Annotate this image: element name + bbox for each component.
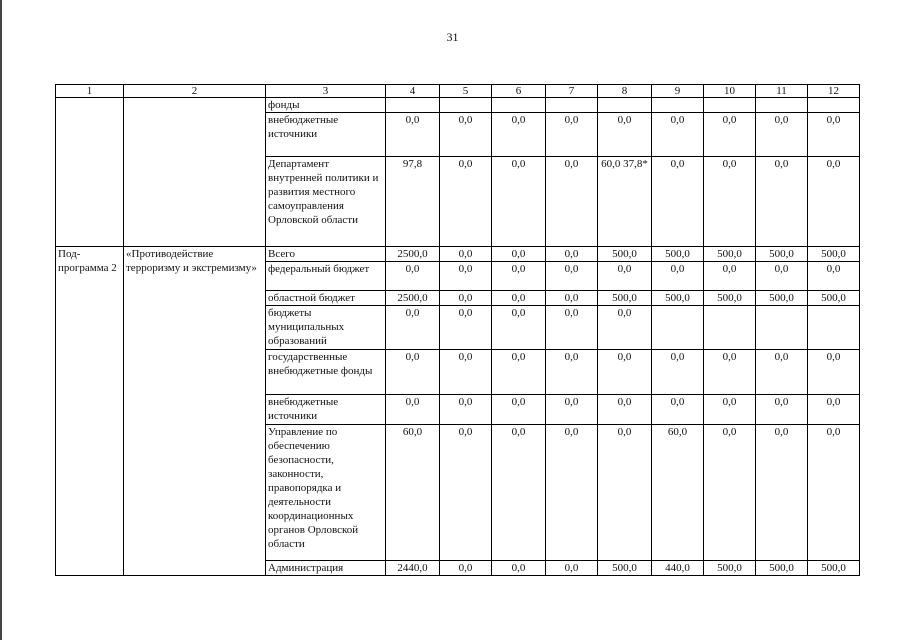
empty-cell [56, 98, 124, 247]
value-cell: 500,0 [756, 247, 808, 262]
value-cell: 0,0 [808, 350, 860, 395]
column-number-row [56, 85, 860, 98]
table-row [56, 247, 860, 262]
value-cell: 500,0 [808, 247, 860, 262]
value-cell: 0,0 [808, 157, 860, 247]
value-cell: 0,0 [704, 425, 756, 561]
value-cell: 2440,0 [386, 561, 440, 576]
value-cell [808, 306, 860, 350]
col-header: 7 [546, 85, 598, 98]
value-cell: 60,0 37,8* [598, 157, 652, 247]
scan-edge [0, 0, 2, 640]
value-cell: 0,0 [546, 262, 598, 291]
value-cell: 0,0 [492, 113, 546, 157]
value-cell: 0,0 [756, 262, 808, 291]
value-cell [598, 98, 652, 113]
value-cell [756, 98, 808, 113]
row-label: Управление по обеспечению безопасности, законности, правопорядка и деятельности координационных органов Орловской области [266, 425, 386, 561]
value-cell: 0,0 [756, 157, 808, 247]
value-cell: 0,0 [756, 113, 808, 157]
value-cell: 0,0 [598, 350, 652, 395]
value-cell: 0,0 [598, 395, 652, 425]
value-cell: 0,0 [492, 291, 546, 306]
value-cell: 0,0 [546, 157, 598, 247]
row-label: Департамент внутренней политики и развития местного самоуправления Орловской области [266, 157, 386, 247]
value-cell: 0,0 [440, 425, 492, 561]
value-cell: 0,0 [440, 247, 492, 262]
col-header: 3 [266, 85, 386, 98]
value-cell: 0,0 [386, 395, 440, 425]
value-cell: 0,0 [704, 262, 756, 291]
value-cell: 0,0 [652, 395, 704, 425]
value-cell [386, 98, 440, 113]
value-cell: 0,0 [704, 113, 756, 157]
value-cell: 0,0 [492, 247, 546, 262]
value-cell: 0,0 [440, 291, 492, 306]
row-label: областной бюджет [266, 291, 386, 306]
col-header: 11 [756, 85, 808, 98]
value-cell: 500,0 [704, 291, 756, 306]
value-cell [546, 98, 598, 113]
value-cell: 500,0 [704, 247, 756, 262]
value-cell: 0,0 [546, 247, 598, 262]
value-cell [652, 306, 704, 350]
value-cell: 0,0 [546, 425, 598, 561]
value-cell: 0,0 [652, 350, 704, 395]
value-cell: 0,0 [652, 262, 704, 291]
value-cell: 0,0 [440, 113, 492, 157]
value-cell: 0,0 [492, 561, 546, 576]
col-header: 1 [56, 85, 124, 98]
col-header: 9 [652, 85, 704, 98]
value-cell: 0,0 [652, 113, 704, 157]
value-cell: 60,0 [386, 425, 440, 561]
subprogram-number: Под-программа 2 [56, 247, 124, 576]
value-cell: 0,0 [492, 157, 546, 247]
col-header: 4 [386, 85, 440, 98]
col-header: 12 [808, 85, 860, 98]
row-label: внебюджетные источники [266, 113, 386, 157]
row-label: бюджеты муниципальных образований [266, 306, 386, 350]
value-cell [440, 98, 492, 113]
col-header: 6 [492, 85, 546, 98]
value-cell [492, 98, 546, 113]
value-cell: 0,0 [546, 350, 598, 395]
value-cell: 0,0 [808, 425, 860, 561]
value-cell: 0,0 [808, 262, 860, 291]
value-cell: 0,0 [492, 425, 546, 561]
value-cell: 0,0 [598, 425, 652, 561]
value-cell: 500,0 [598, 561, 652, 576]
value-cell: 500,0 [598, 247, 652, 262]
value-cell: 60,0 [652, 425, 704, 561]
value-cell: 0,0 [546, 113, 598, 157]
col-header: 5 [440, 85, 492, 98]
value-cell: 0,0 [440, 306, 492, 350]
col-header: 10 [704, 85, 756, 98]
value-cell: 0,0 [386, 350, 440, 395]
value-cell: 0,0 [546, 395, 598, 425]
value-cell [704, 306, 756, 350]
col-header: 8 [598, 85, 652, 98]
value-cell: 0,0 [756, 425, 808, 561]
value-cell: 0,0 [756, 350, 808, 395]
value-cell: 97,8 [386, 157, 440, 247]
value-cell: 0,0 [598, 262, 652, 291]
value-cell: 0,0 [808, 395, 860, 425]
value-cell: 0,0 [492, 306, 546, 350]
value-cell: 440,0 [652, 561, 704, 576]
value-cell: 0,0 [704, 395, 756, 425]
value-cell: 0,0 [440, 157, 492, 247]
col-header: 2 [124, 85, 266, 98]
page-number: 31 [446, 30, 459, 44]
value-cell: 0,0 [546, 306, 598, 350]
value-cell: 0,0 [386, 262, 440, 291]
value-cell: 2500,0 [386, 247, 440, 262]
value-cell: 500,0 [808, 291, 860, 306]
value-cell: 500,0 [704, 561, 756, 576]
value-cell: 0,0 [704, 350, 756, 395]
value-cell: 0,0 [440, 561, 492, 576]
value-cell: 0,0 [756, 395, 808, 425]
budget-table [55, 84, 860, 576]
row-label: Администрация [266, 561, 386, 576]
value-cell [652, 98, 704, 113]
value-cell: 0,0 [598, 113, 652, 157]
value-cell: 0,0 [598, 306, 652, 350]
value-cell: 500,0 [598, 291, 652, 306]
row-label: внебюджетные источники [266, 395, 386, 425]
value-cell: 0,0 [440, 395, 492, 425]
value-cell: 0,0 [492, 350, 546, 395]
value-cell: 500,0 [652, 291, 704, 306]
value-cell: 500,0 [652, 247, 704, 262]
value-cell: 0,0 [386, 113, 440, 157]
value-cell: 0,0 [704, 157, 756, 247]
row-label: фонды [266, 98, 386, 113]
value-cell [756, 306, 808, 350]
row-label: Всего [266, 247, 386, 262]
value-cell: 0,0 [440, 350, 492, 395]
row-label: федеральный бюджет [266, 262, 386, 291]
subprogram-name: «Противодействие терроризму и экстремизму» [124, 247, 266, 576]
value-cell: 0,0 [492, 262, 546, 291]
value-cell: 0,0 [546, 561, 598, 576]
value-cell: 0,0 [808, 113, 860, 157]
row-label: государственные внебюджетные фонды [266, 350, 386, 395]
value-cell: 0,0 [440, 262, 492, 291]
value-cell [808, 98, 860, 113]
value-cell [704, 98, 756, 113]
value-cell: 500,0 [756, 561, 808, 576]
value-cell: 500,0 [808, 561, 860, 576]
table-row [56, 98, 860, 113]
value-cell: 0,0 [492, 395, 546, 425]
value-cell: 0,0 [546, 291, 598, 306]
value-cell: 500,0 [756, 291, 808, 306]
value-cell: 2500,0 [386, 291, 440, 306]
value-cell: 0,0 [652, 157, 704, 247]
value-cell: 0,0 [386, 306, 440, 350]
empty-cell [124, 98, 266, 247]
